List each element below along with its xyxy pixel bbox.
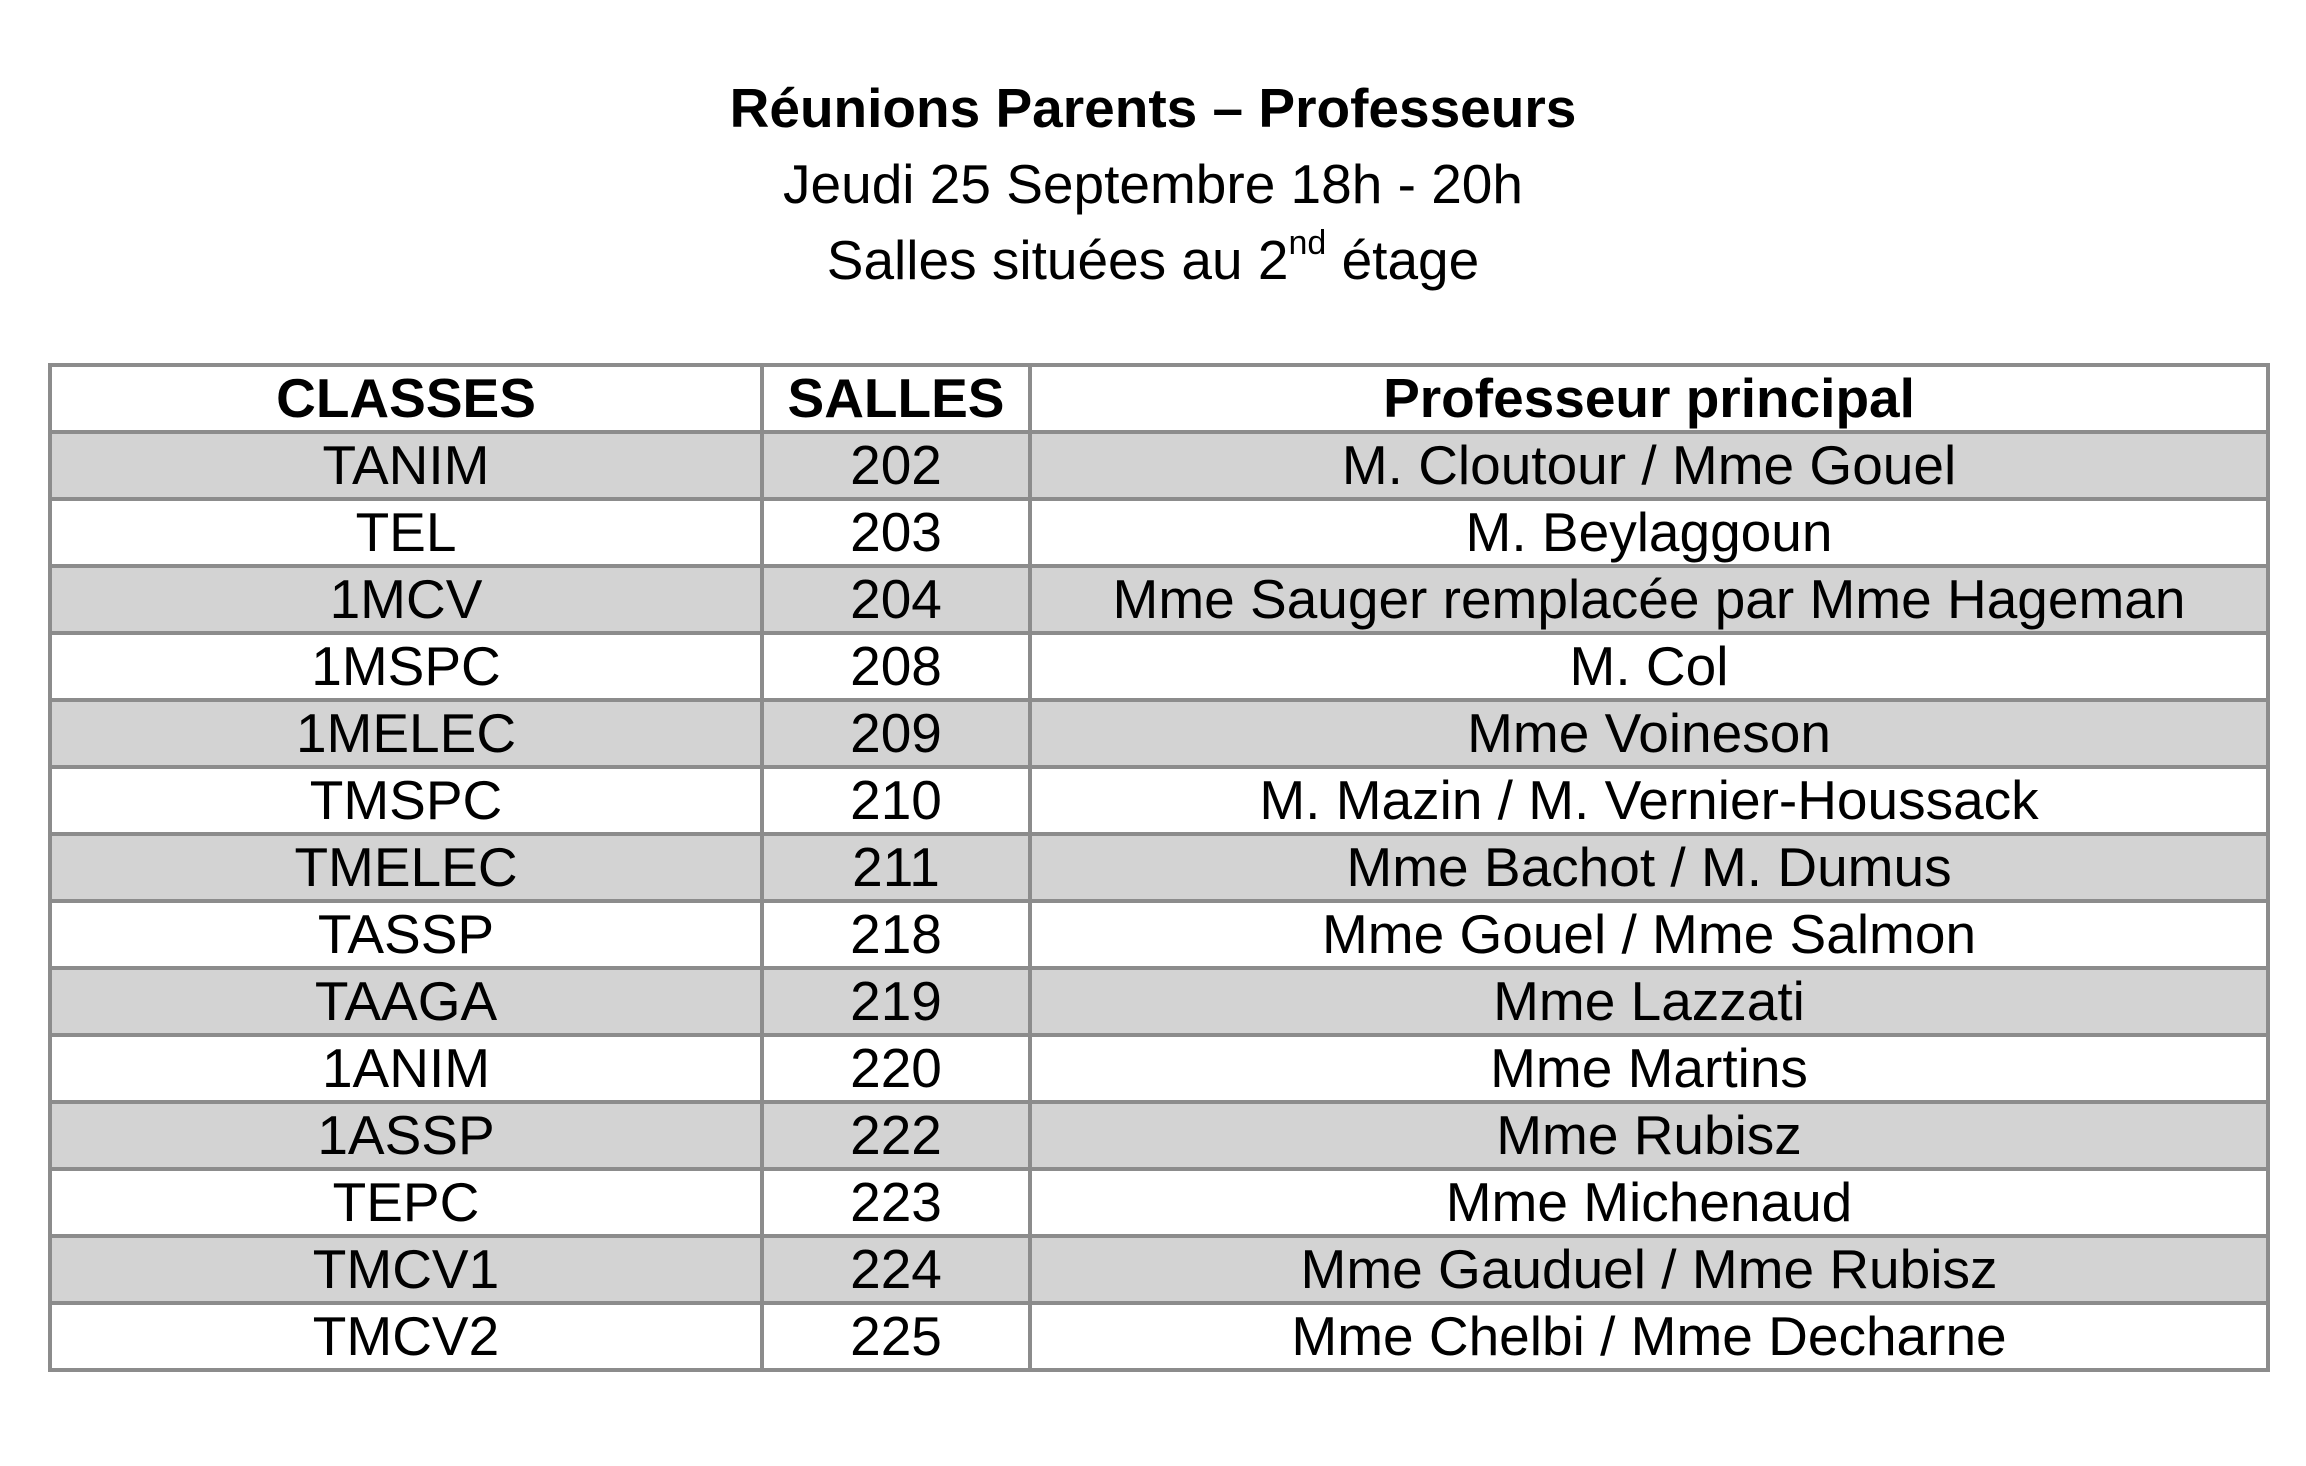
table-row <box>50 1303 2268 1370</box>
cell-classe: TAAGA <box>50 968 762 1035</box>
table-row <box>50 1102 2268 1169</box>
cell-salle: 225 <box>762 1303 1030 1370</box>
table-row <box>50 1236 2268 1303</box>
table-row <box>50 700 2268 767</box>
cell-classe: TEPC <box>50 1169 762 1236</box>
cell-professeur: Mme Gauduel / Mme Rubisz <box>1030 1236 2268 1303</box>
table-row <box>50 633 2268 700</box>
table-row <box>50 767 2268 834</box>
cell-classe: TMCV2 <box>50 1303 762 1370</box>
cell-classe: TASSP <box>50 901 762 968</box>
cell-professeur: M. Mazin / M. Vernier-Houssack <box>1030 767 2268 834</box>
table-header-row <box>50 365 2268 432</box>
cell-salle: 218 <box>762 901 1030 968</box>
cell-classe: TMELEC <box>50 834 762 901</box>
table-row <box>50 834 2268 901</box>
cell-classe: TEL <box>50 499 762 566</box>
location-note-suffix: étage <box>1326 229 1480 291</box>
cell-classe: 1ANIM <box>50 1035 762 1102</box>
cell-classe: TANIM <box>50 432 762 499</box>
table-row <box>50 1169 2268 1236</box>
table-row <box>50 1035 2268 1102</box>
location-note-prefix: Salles situées au 2 <box>826 229 1289 291</box>
cell-professeur: Mme Rubisz <box>1030 1102 2268 1169</box>
table-row <box>50 499 2268 566</box>
cell-salle: 202 <box>762 432 1030 499</box>
cell-professeur: M. Cloutour / Mme Gouel <box>1030 432 2268 499</box>
cell-professeur: Mme Lazzati <box>1030 968 2268 1035</box>
cell-professeur: Mme Chelbi / Mme Decharne <box>1030 1303 2268 1370</box>
cell-salle: 220 <box>762 1035 1030 1102</box>
table-row <box>50 968 2268 1035</box>
cell-professeur: Mme Sauger remplacée par Mme Hageman <box>1030 566 2268 633</box>
cell-salle: 210 <box>762 767 1030 834</box>
cell-classe: TMSPC <box>50 767 762 834</box>
cell-professeur: M. Beylaggoun <box>1030 499 2268 566</box>
document-header <box>0 70 2306 298</box>
document-title: Réunions Parents – Professeurs <box>729 77 1577 139</box>
header-salles: SALLES <box>762 365 1030 432</box>
cell-salle: 224 <box>762 1236 1030 1303</box>
cell-salle: 211 <box>762 834 1030 901</box>
table-row <box>50 566 2268 633</box>
cell-salle: 208 <box>762 633 1030 700</box>
table-row <box>50 901 2268 968</box>
event-date: Jeudi 25 Septembre 18h - 20h <box>783 153 1523 215</box>
cell-professeur: Mme Bachot / M. Dumus <box>1030 834 2268 901</box>
header-classes: CLASSES <box>50 365 762 432</box>
cell-classe: 1MELEC <box>50 700 762 767</box>
table-row <box>50 432 2268 499</box>
cell-classe: TMCV1 <box>50 1236 762 1303</box>
cell-salle: 219 <box>762 968 1030 1035</box>
cell-salle: 223 <box>762 1169 1030 1236</box>
cell-professeur: M. Col <box>1030 633 2268 700</box>
cell-salle: 209 <box>762 700 1030 767</box>
cell-salle: 203 <box>762 499 1030 566</box>
cell-salle: 204 <box>762 566 1030 633</box>
cell-professeur: Mme Voineson <box>1030 700 2268 767</box>
cell-professeur: Mme Martins <box>1030 1035 2268 1102</box>
cell-professeur: Mme Gouel / Mme Salmon <box>1030 901 2268 968</box>
cell-classe: 1MCV <box>50 566 762 633</box>
location-note <box>0 222 2306 298</box>
cell-classe: 1MSPC <box>50 633 762 700</box>
cell-professeur: Mme Michenaud <box>1030 1169 2268 1236</box>
schedule-table <box>48 363 2270 1372</box>
cell-classe: 1ASSP <box>50 1102 762 1169</box>
location-note-ordinal: nd <box>1288 223 1327 262</box>
cell-salle: 222 <box>762 1102 1030 1169</box>
header-professeur: Professeur principal <box>1030 365 2268 432</box>
table-body <box>50 432 2268 1370</box>
